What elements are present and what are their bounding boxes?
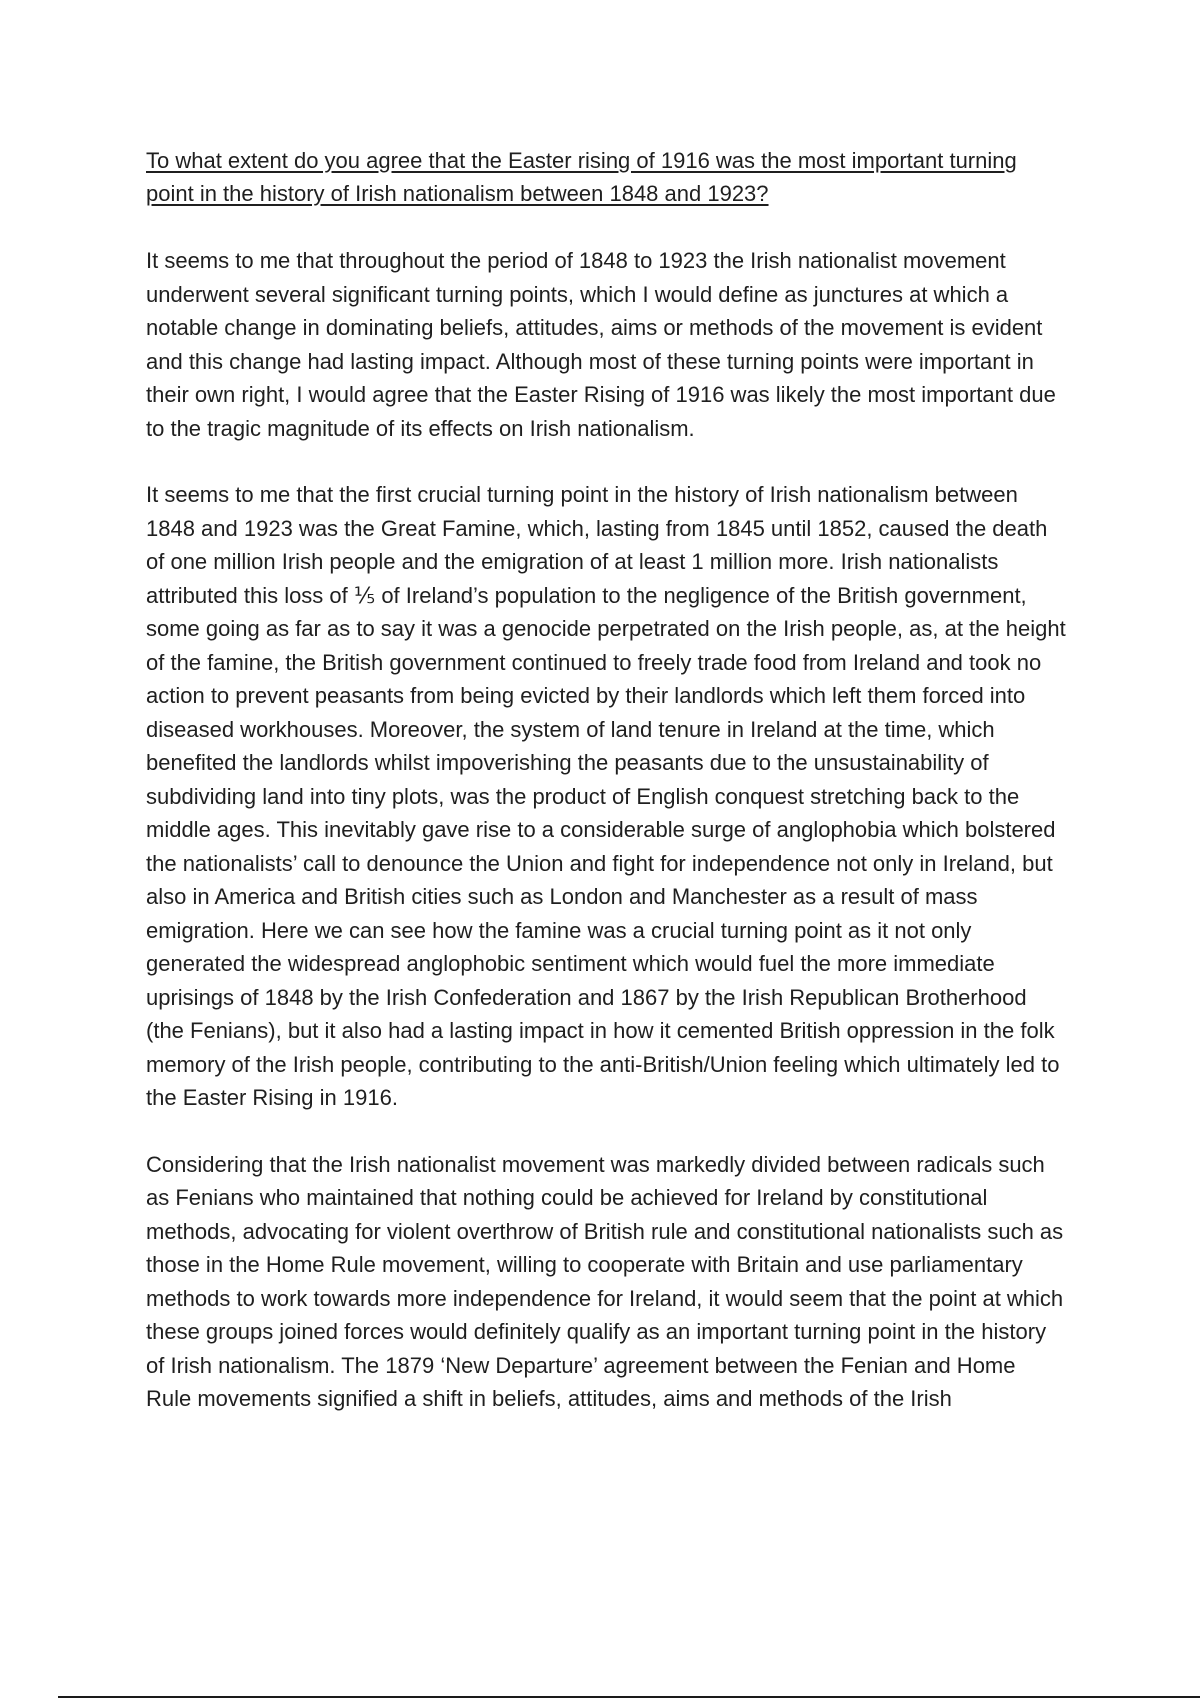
essay-paragraph-3: Considering that the Irish nationalist movement was markedly divided between radicals such as Fenians who maintained that nothing could be achieved for Ireland by constitutional methods, advocating for violent overthrow of British rule and constitutional nationalists such as those in the Home Rule movement, willing to cooperate with Britain and use parliamentary methods to work towards more independence for Ireland, it would seem that the point at which these groups joined forces would definitely qualify as an important turning point in the history of Irish nationalism. The 1879 ‘New Departure’ agreement between the Fenian and Home Rule movements signified a shift in beliefs, attitudes, aims and methods of the Irish [146, 1151, 1064, 1411]
page-bottom-divider [58, 1696, 1200, 1698]
essay-paragraph-1: It seems to me that throughout the period of 1848 to 1923 the Irish nationalist movement underwent several significant turning points, which I would define as junctures at which a notable change in dominating beliefs, attitudes, aims or methods of the movement is evident and this change had lasting impact. Although most of these turning points were important in their own right, I would agree that the Easter Rising of 1916 was likely the most important due to the tragic magnitude of its effects on Irish nationalism. [146, 248, 1056, 441]
essay-page [146, 144, 1066, 1449]
essay-title: To what extent do you agree that the Easter rising of 1916 was the most important turning point in the history of Irish nationalism between 1848 and 1923? [146, 148, 1017, 206]
essay-paragraph-2: It seems to me that the first crucial turning point in the history of Irish nationalism between 1848 and 1923 was the Great Famine, which, lasting from 1845 until 1852, caused the death of one million Irish people and the emigration of at least 1 million more. Irish nationalists attributed this loss of ⅕ of Ireland’s population to the negligence of the British government, some going as far as to say it was a genocide perpetrated on the Irish people, as, at the height of the famine, the British government continued to freely trade food from Ireland and took no action to prevent peasants from being evicted by their landlords which left them forced into diseased workhouses. Moreover, the system of land tenure in Ireland at the time, which benefited the landlords whilst impoverishing the peasants due to the unsustainability of subdividing land into tiny plots, was the product of English conquest stretching back to the middle ages. This inevitably gave rise to a considerable surge of anglophobia which bolstered the nationalists’ call to denounce the Union and fight for independence not only in Ireland, but also in America and British cities such as London and Manchester as a result of mass emigration. Here we can see how the famine was a crucial turning point as it not only generated the widespread anglophobic sentiment which would fuel the more immediate uprisings of 1848 by the Irish Confederation and 1867 by the Irish Republican Brotherhood (the Fenians), but it also had a lasting impact in how it cemented British oppression in the folk memory of the Irish people, contributing to the anti-British/Union feeling which ultimately led to the Easter Rising in 1916. [146, 482, 1066, 1110]
